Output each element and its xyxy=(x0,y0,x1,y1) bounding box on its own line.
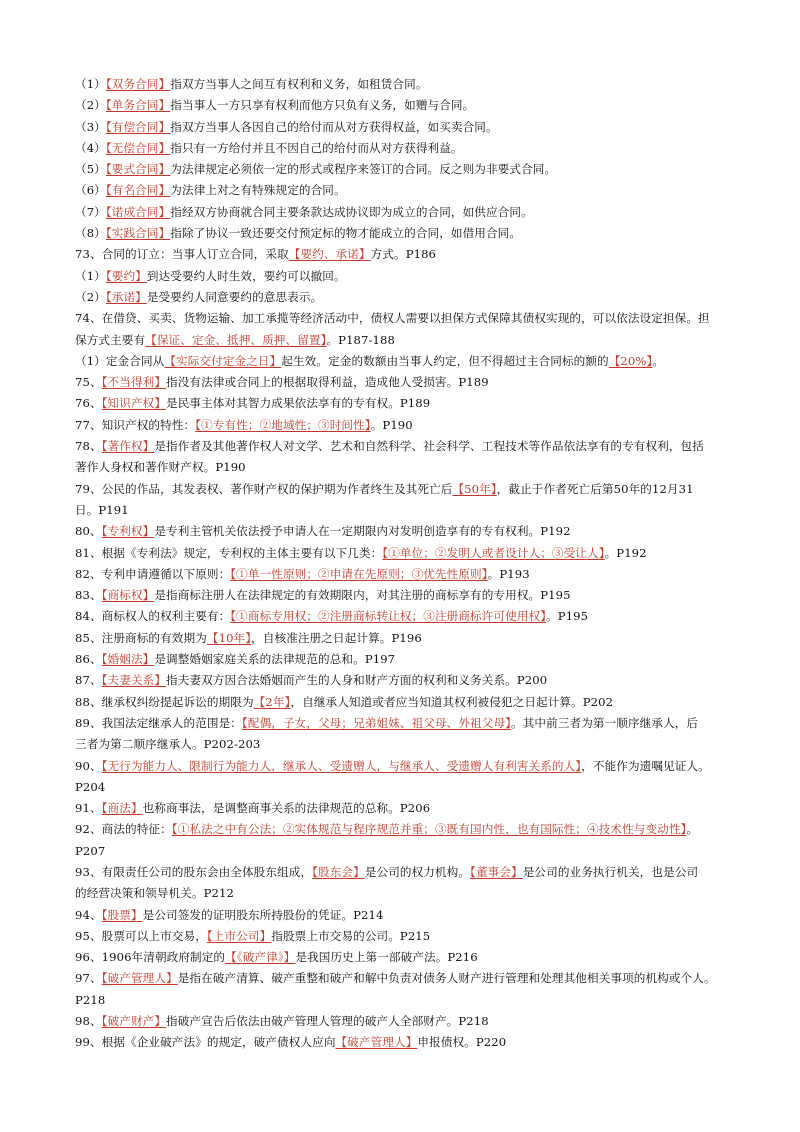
text-segment: 方式。P186 xyxy=(370,247,437,262)
text-segment: 。P187-188 xyxy=(326,332,395,347)
text-segment: 指经双方协商就合同主要条款达成协议即为成立的合同，如供应合同。 xyxy=(170,204,533,219)
text-line xyxy=(75,819,735,840)
highlighted-answer: 【要约、承诺】 xyxy=(288,247,371,262)
highlighted-answer: 【20%】 xyxy=(608,353,653,368)
highlighted-answer: 【实践合同】 xyxy=(105,226,171,241)
text-line xyxy=(75,947,735,968)
document-body xyxy=(75,74,735,1054)
text-segment: 。P192 xyxy=(604,545,647,560)
highlighted-answer: 【双务合同】 xyxy=(105,77,171,91)
text-line xyxy=(75,1011,735,1032)
highlighted-answer: 【配偶，子女，父母；兄弟姐妹、祖父母、外祖父母】 xyxy=(241,715,512,730)
text-line xyxy=(75,244,735,265)
text-segment: 83、 xyxy=(75,588,102,603)
highlighted-answer: 【无行为能力人、限制行为能力人，继承人、受遗赠人，与继承人、受遗赠人有利害关系的人】 xyxy=(101,758,582,773)
text-segment: 申报债权。P220 xyxy=(417,1035,507,1050)
highlighted-answer: 【有偿合同】 xyxy=(105,119,171,134)
text-segment: 指双方当事人之间互有权利和义务，如租赁合同。 xyxy=(170,77,428,91)
highlighted-answer: 【商法】 xyxy=(101,801,143,816)
text-segment: （2） xyxy=(75,98,106,113)
text-line xyxy=(75,1032,735,1053)
text-line xyxy=(75,138,735,159)
text-segment: 。 xyxy=(686,822,699,837)
text-segment: 88、继承权纠纷提起诉讼的期限为 xyxy=(75,694,254,709)
highlighted-answer: 【婚姻法】 xyxy=(101,652,155,667)
highlighted-answer: 【商标权】 xyxy=(101,588,155,603)
highlighted-answer: 【不当得利】 xyxy=(101,375,167,390)
text-segment: P218 xyxy=(75,992,106,1007)
text-segment: 指没有法律或合同上的根据取得利益，造成他人受损害。P189 xyxy=(166,375,489,390)
text-segment: 96、1906年清朝政府制定的 xyxy=(75,950,226,965)
text-line xyxy=(75,990,735,1011)
text-segment: 起生效。定金的数额由当事人约定，但不得超过主合同标的额的 xyxy=(281,353,609,368)
text-segment: 日。P191 xyxy=(75,502,129,517)
text-segment: 指当事人一方只享有权利而他方只负有义务，如赠与合同。 xyxy=(170,98,475,113)
text-line xyxy=(75,606,735,627)
highlighted-answer: 【10年】 xyxy=(206,630,252,645)
text-line xyxy=(75,500,735,521)
text-segment: 94、 xyxy=(75,907,102,922)
highlighted-answer: 【上市公司】 xyxy=(206,928,272,943)
text-line xyxy=(75,841,735,862)
text-line xyxy=(75,223,735,244)
text-line xyxy=(75,351,735,372)
text-segment: 是指作者及其他著作权人对文学、艺术和自然科学、社会科学、工程技术等作品依法享有的专有权利，包括 xyxy=(154,439,704,454)
text-segment: 指破产宣告后依法由破产管理人管理的破产人全部财产。P218 xyxy=(166,1014,489,1029)
text-segment: （1）定金合同从 xyxy=(75,353,165,368)
text-segment: 是我国历史上第一部破产法。P216 xyxy=(295,950,478,965)
text-segment: 是公司签发的证明股东所持股份的凭证。P214 xyxy=(142,907,384,922)
text-line xyxy=(75,415,735,436)
highlighted-answer: 【要约】 xyxy=(105,268,147,283)
highlighted-answer: 【①单一性原则；②申请在先原则；③优先性原则】 xyxy=(230,566,488,581)
text-segment: 指双方当事人各因自己的给付而从对方获得权益，如买卖合同。 xyxy=(170,119,498,134)
text-segment: 91、 xyxy=(75,801,102,816)
text-line xyxy=(75,74,735,95)
text-segment: 74、在借贷、买卖、货物运输、加工承揽等经济活动中，债权人需要以担保方式保障其债权实现的，可以依法设定担保。担 xyxy=(75,311,710,326)
text-segment: P207 xyxy=(75,843,106,858)
highlighted-answer: 【2年】 xyxy=(253,694,291,709)
highlighted-answer: 【破产财产】 xyxy=(101,1014,167,1029)
text-segment: 是公司的业务执行机关，也是公司 xyxy=(522,864,699,879)
highlighted-answer: 【《破产律》】 xyxy=(225,950,296,965)
text-segment: 保方式主要有 xyxy=(75,332,146,347)
highlighted-answer: 【知识产权】 xyxy=(101,396,167,411)
highlighted-answer: 【诺成合同】 xyxy=(105,204,171,219)
highlighted-answer: 【夫妻关系】 xyxy=(101,673,167,688)
text-segment: 77、知识产权的特性： xyxy=(75,417,196,432)
text-segment: 80、 xyxy=(75,524,102,539)
highlighted-answer: 【50年】 xyxy=(452,481,497,496)
text-line xyxy=(75,180,735,201)
text-segment: 为法律上对之有特殊规定的合同。 xyxy=(170,183,346,198)
text-line xyxy=(75,543,735,564)
highlighted-answer: 【董事会】 xyxy=(470,864,523,879)
highlighted-answer: 【单务合同】 xyxy=(105,98,171,113)
text-segment: 。P195 xyxy=(546,609,589,624)
highlighted-answer: 【①私法之中有公法；②实体规范与程序规范并重；③既有国内性，也有国际性；④技术性与变动性】 xyxy=(171,822,687,837)
text-segment: 指夫妻双方因合法婚姻而产生的人身和财产方面的权利和义务关系。P200 xyxy=(166,673,548,688)
highlighted-answer: 【破产管理人】 xyxy=(335,1035,418,1050)
text-line xyxy=(75,436,735,457)
text-segment: 指股票上市交易的公司。P215 xyxy=(271,928,431,943)
text-segment: （1） xyxy=(75,77,106,91)
text-line xyxy=(75,202,735,223)
text-segment: P204 xyxy=(75,779,106,794)
highlighted-answer: 【无偿合同】 xyxy=(105,140,171,155)
highlighted-answer: 【保证、定金、抵押、质押、留置】 xyxy=(145,332,327,347)
highlighted-answer: 【破产管理人】 xyxy=(101,971,178,986)
text-segment: 76、 xyxy=(75,396,102,411)
text-segment: 73、合同的订立：当事人订立合同，采取 xyxy=(75,247,289,262)
text-segment: 90、 xyxy=(75,758,102,773)
text-segment: （8） xyxy=(75,226,106,241)
text-segment: 95、股票可以上市交易， xyxy=(75,928,207,943)
highlighted-answer: 【①商标专用权；②注册商标转让权；③注册商标许可使用权】 xyxy=(230,609,547,624)
text-line xyxy=(75,521,735,542)
text-segment: 93、有限责任公司的股东会由全体股东组成， xyxy=(75,864,313,879)
text-line xyxy=(75,628,735,649)
text-line xyxy=(75,117,735,138)
text-segment: 是指商标注册人在法律规定的有效期限内，对其注册的商标享有的专用权。P195 xyxy=(154,588,571,603)
highlighted-answer: 【专利权】 xyxy=(101,524,155,539)
text-segment: 是指在破产清算、破产重整和破产和解中负责对债务人财产进行管理和处理其他相关事项的机构或个人。 xyxy=(177,971,716,986)
text-segment: 著作人身权和著作财产权。P190 xyxy=(75,460,246,475)
text-line xyxy=(75,692,735,713)
text-line xyxy=(75,883,735,904)
text-line xyxy=(75,457,735,478)
text-segment: ，不能作为遗嘱见证人。 xyxy=(581,758,710,773)
text-segment: （4） xyxy=(75,140,106,155)
text-line xyxy=(75,926,735,947)
text-line xyxy=(75,95,735,116)
text-segment: 三者为第二顺序继承人。P202-203 xyxy=(75,737,261,752)
highlighted-answer: 【股票】 xyxy=(101,907,143,922)
text-segment: 86、 xyxy=(75,652,102,667)
highlighted-answer: 【承诺】 xyxy=(105,289,147,304)
text-segment: 指只有一方给付并且不因自己的给付而从对方获得利益。 xyxy=(170,140,463,155)
text-segment: 到达受要约人时生效，要约可以撤回。 xyxy=(146,268,346,283)
text-segment: 97、 xyxy=(75,971,102,986)
text-segment: 81、根据《专利法》规定，专利权的主体主要有以下几类： xyxy=(75,545,383,560)
text-segment: 指除了协议一致还要交付预定标的物才能成立的合同，如借用合同。 xyxy=(170,226,522,241)
text-segment: （7） xyxy=(75,204,106,219)
text-line xyxy=(75,479,735,500)
text-segment: （3） xyxy=(75,119,106,134)
text-segment: 82、专利申请遵循以下原则： xyxy=(75,566,231,581)
text-line xyxy=(75,564,735,585)
text-line xyxy=(75,330,735,351)
text-line xyxy=(75,734,735,755)
text-segment: 。P193 xyxy=(487,566,530,581)
text-segment: 的经营决策和领导机关。P212 xyxy=(75,886,234,901)
text-line xyxy=(75,968,735,989)
text-segment: ，自核准注册之日起计算。P196 xyxy=(251,630,422,645)
text-segment: 是民事主体对其智力成果依法享有的专有权。P189 xyxy=(166,396,431,411)
text-segment: 75、 xyxy=(75,375,102,390)
text-line xyxy=(75,905,735,926)
text-segment: 为法律规定必须依一定的形式或程序来签订的合同。反之则为非要式合同。 xyxy=(170,162,557,177)
highlighted-answer: 【有名合同】 xyxy=(105,183,171,198)
text-segment: 是公司的权力机构。 xyxy=(364,864,471,879)
highlighted-answer: 【实际交付定金之日】 xyxy=(164,353,282,368)
highlighted-answer: 【股东会】 xyxy=(312,864,365,879)
text-segment: 99、根据《企业破产法》的规定，破产债权人应向 xyxy=(75,1035,336,1050)
text-segment: 84、商标权人的权利主要有： xyxy=(75,609,231,624)
text-line xyxy=(75,862,735,883)
text-segment: 是调整婚姻家庭关系的法律规范的总和。P197 xyxy=(154,652,396,667)
highlighted-answer: 【要式合同】 xyxy=(105,162,171,177)
text-segment: ，截止于作者死亡后第50年的12月31 xyxy=(496,481,694,496)
text-segment: 92、商法的特征： xyxy=(75,822,172,837)
text-segment: 。 xyxy=(652,353,665,368)
text-segment: ，自继承人知道或者应当知道其权利被侵犯之日起计算。P202 xyxy=(290,694,614,709)
highlighted-answer: 【①单位；②发明人或者设计人；③受让人】 xyxy=(382,545,605,560)
text-segment: （1） xyxy=(75,268,106,283)
text-line xyxy=(75,649,735,670)
text-segment: 98、 xyxy=(75,1014,102,1029)
text-segment: 78、 xyxy=(75,439,102,454)
text-segment: 87、 xyxy=(75,673,102,688)
text-segment: 89、我国法定继承人的范围是： xyxy=(75,715,242,730)
text-line xyxy=(75,585,735,606)
text-line xyxy=(75,372,735,393)
text-segment: 。其中前三者为第一顺序继承人，后 xyxy=(511,715,699,730)
text-line xyxy=(75,713,735,734)
text-segment: 79、公民的作品，其发表权、著作财产权的保护期为作者终生及其死亡后 xyxy=(75,481,453,496)
text-segment: （5） xyxy=(75,162,106,177)
text-segment: （2） xyxy=(75,289,106,304)
text-line xyxy=(75,266,735,287)
text-line xyxy=(75,756,735,777)
text-line xyxy=(75,393,735,414)
highlighted-answer: 【著作权】 xyxy=(101,439,155,454)
text-segment: （6） xyxy=(75,183,106,198)
text-line xyxy=(75,159,735,180)
text-segment: 是受要约人同意要约的意思表示。 xyxy=(146,289,323,304)
text-segment: 是专利主管机关依法授予申请人在一定期限内对发明创造享有的专有权利。P192 xyxy=(154,524,571,539)
text-line xyxy=(75,308,735,329)
text-line xyxy=(75,777,735,798)
text-line xyxy=(75,670,735,691)
highlighted-answer: 【①专有性；②地域性；③时间性】 xyxy=(195,417,371,432)
text-line xyxy=(75,798,735,819)
text-segment: 也称商事法，是调整商事关系的法律规范的总称。P206 xyxy=(142,801,431,816)
text-segment: 。P190 xyxy=(370,417,413,432)
text-segment: 85、注册商标的有效期为 xyxy=(75,630,207,645)
text-line xyxy=(75,287,735,308)
